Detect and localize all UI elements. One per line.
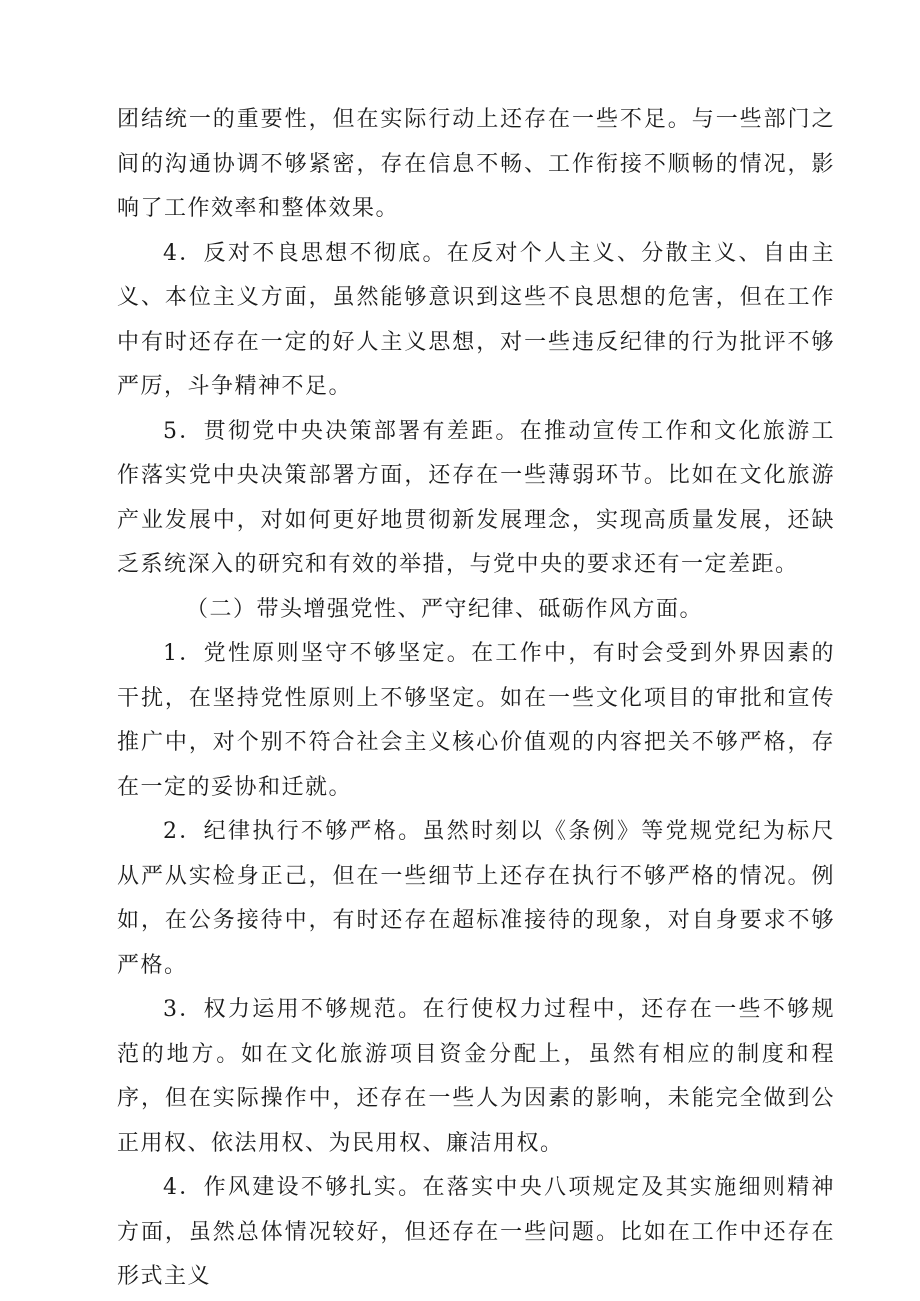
paragraph-item-4-ideology: 4．反对不良思想不彻底。在反对个人主义、分散主义、自由主义、本位主义方面，虽然能够意识到这些不良思想的危害，但在工作中有时还存在一定的好人主义思想，对一些违反纪律的行为批评不够严厉，斗争精神不足。 (117, 240, 835, 399)
section-heading-2: （二）带头增强党性、严守纪律、砥砺作风方面。 (186, 596, 704, 622)
document-body (117, 98, 835, 1300)
paragraph-continuation: 团结统一的重要性，但在实际行动上还存在一些不足。与一些部门之间的沟通协调不够紧密，存在信息不畅、工作衔接不顺畅的情况，影响了工作效率和整体效果。 (117, 107, 835, 221)
paragraph-item-3-power: 3．权力运用不够规范。在行使权力过程中，还存在一些不够规范的地方。如在文化旅游项目资金分配上，虽然有相应的制度和程序，但在实际操作中，还存在一些人为因素的影响，未能完全做到公正用权、依法用权、为民用权、廉洁用权。 (117, 997, 835, 1156)
paragraph-item-1-party-principle: 1．党性原则坚守不够坚定。在工作中，有时会受到外界因素的干扰，在坚持党性原则上不够坚定。如在一些文化项目的审批和宣传推广中，对个别不符合社会主义核心价值观的内容把关不够严格，存在一定的妥协和迁就。 (117, 641, 835, 800)
paragraph-item-5-policy: 5．贯彻党中央决策部署有差距。在推动宣传工作和文化旅游工作落实党中央决策部署方面，还存在一些薄弱环节。比如在文化旅游产业发展中，对如何更好地贯彻新发展理念，实现高质量发展，还缺乏系统深入的研究和有效的举措，与党中央的要求还有一定差距。 (117, 418, 835, 577)
paragraph-item-4-work-style: 4．作风建设不够扎实。在落实中央八项规定及其实施细则精神方面，虽然总体情况较好，但还存在一些问题。比如在工作中还存在形式主义 (117, 1175, 835, 1289)
paragraph-item-2-discipline: 2．纪律执行不够严格。虽然时刻以《条例》等党规党纪为标尺从严从实检身正己，但在一些细节上还存在执行不够严格的情况。例如，在公务接待中，有时还存在超标准接待的现象，对自身要求不够严格。 (117, 819, 835, 978)
